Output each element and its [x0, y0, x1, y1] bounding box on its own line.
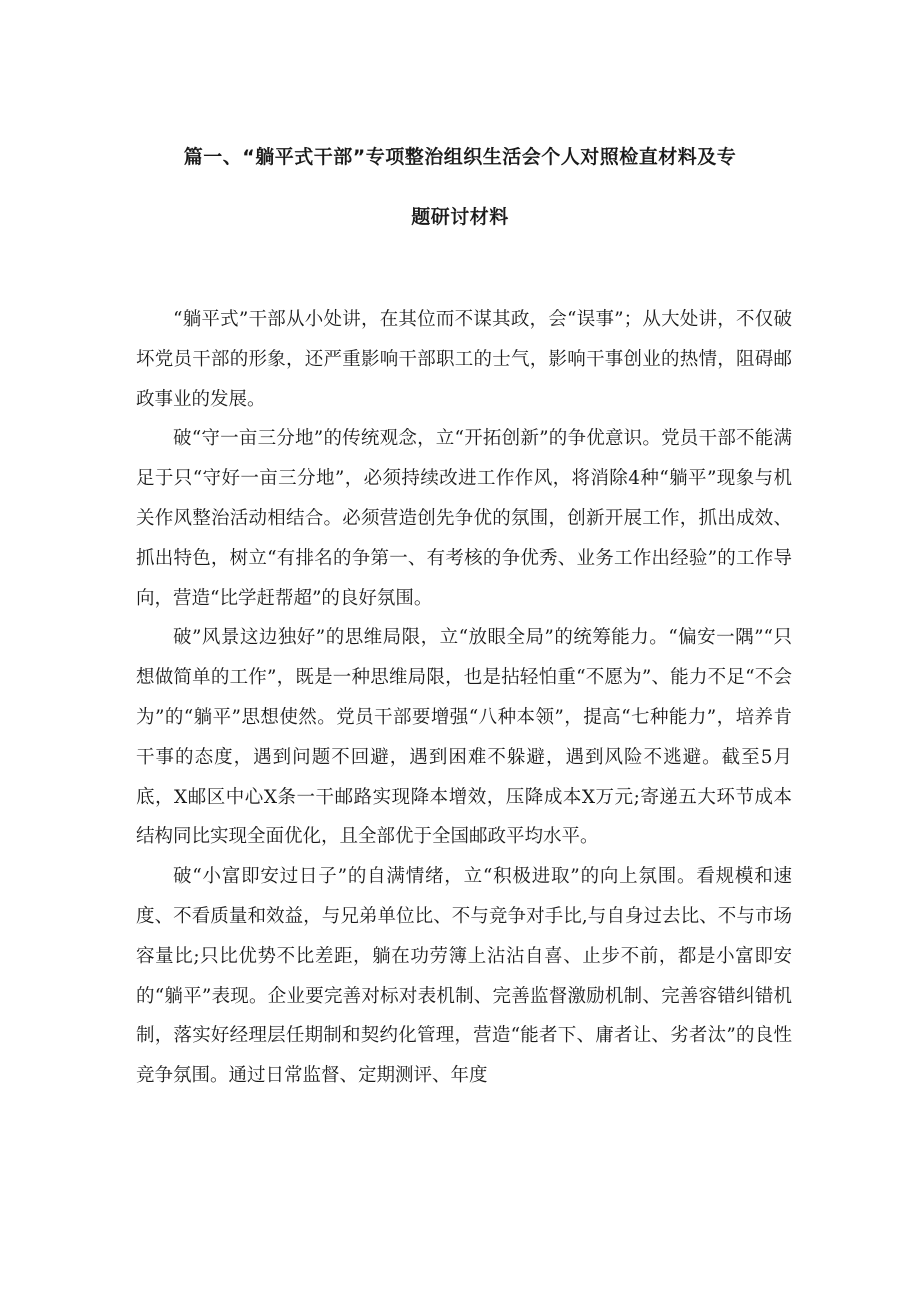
paragraph-1: “躺平式”干部从小处讲，在其位而不谋其政，会“误事”；从大处讲，不仅破坏党员干部的形象，还严重影响干部职工的士气，影响干事创业的热情，阻碍邮政事业的发展。: [136, 309, 792, 410]
document-body: [136, 300, 792, 1096]
paragraph-3: 破”风景这边独好”的思维局限，立“放眼全局”的统筹能力。“偏安一隅”“只想做简单的工作”，既是一种思维局限，也是拈轻怕重“不愿为”、能力不足“不会为”的“躺平”思想使然。党员干部要增强“八种本领”，提高“七种能力”，培养肯干事的态度，遇到问题不回避，遇到困难不躲避，遇到风险不逃避。截至5月底，X邮区中心X条一干邮路实现降本增效，压降成本X万元;寄递五大环节成本结构同比实现全面优化，且全部优于全国邮政平均水平。: [136, 627, 792, 848]
paragraph-4: 破“小富即安过日子”的自满情绪，立“积极进取”的向上氛围。看规模和速度、不看质量和效益，与兄弟单位比、不与竞争对手比,与自身过去比、不与市场容量比;只比优势不比差距，躺在功劳簿上沾沾自喜、止步不前，都是小富即安的“躺平”表现。企业要完善对标对表机制、完善监督激励机制、完善容错纠错机制，落实好经理层任期制和契约化管理，营造“能者下、庸者让、劣者汰”的良性竞争氛围。通过日常监督、定期测评、年度: [136, 866, 792, 1087]
document-title-line-1: 篇一、“躺平式干部”专项整治组织生活会个人对照检直材料及专: [183, 146, 737, 168]
document-title-line-2: 题研讨材料: [411, 206, 509, 228]
paragraph-2: 破“守一亩三分地”的传统观念，立“开拓创新”的争优意识。党员干部不能满足于只“守好一亩三分地”，必须持续改进工作作风，将消除4种“躺平”现象与机关作风整治活动相结合。必须营造创先争优的氛围，创新开展工作，抓出成效、抓出特色，树立“有排名的争第一、有考核的争优秀、业务工作出经验”的工作导向，营造“比学赶帮超”的良好氛围。: [136, 428, 792, 609]
